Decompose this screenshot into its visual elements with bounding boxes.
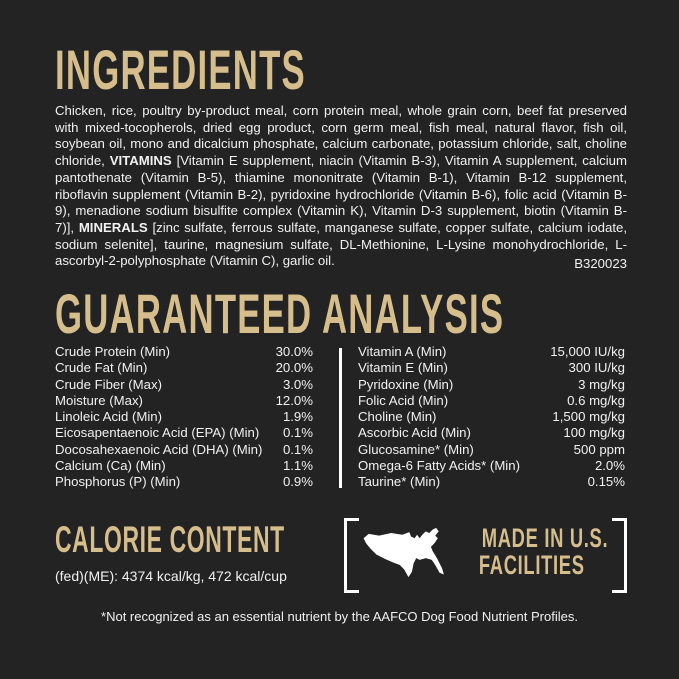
analysis-row-label: Ascorbic Acid (Min) — [358, 425, 471, 441]
made-in-us-text — [452, 525, 612, 579]
analysis-row-label: Phosphorus (P) (Min) — [55, 474, 181, 490]
analysis-row — [358, 377, 625, 393]
analysis-row-value: 30.0% — [275, 344, 313, 359]
analysis-row-label: Crude Protein (Min) — [55, 344, 171, 359]
analysis-row — [358, 442, 625, 458]
analysis-row-value: 1,500 mg/kg — [552, 409, 625, 425]
analysis-left-column — [55, 344, 313, 491]
analysis-row-value: 12.0% — [275, 392, 313, 408]
analysis-row-value: 2.0% — [594, 458, 625, 474]
analysis-row-value: 0.15% — [587, 474, 625, 490]
batch-code: B320023 — [574, 256, 627, 271]
analysis-row — [55, 360, 313, 376]
analysis-row-label: Omega-6 Fatty Acids* (Min) — [358, 458, 520, 474]
analysis-row-value: 0.9% — [282, 474, 313, 490]
ingredients-paragraph — [55, 103, 627, 270]
ingredients-heading — [55, 38, 460, 101]
analysis-row-label: Crude Fat (Min) — [55, 360, 148, 376]
analysis-row-value: 0.1% — [282, 425, 313, 441]
left-bracket-decoration — [344, 518, 359, 593]
analysis-row-label: Pyridoxine (Min) — [358, 376, 454, 392]
analysis-row — [55, 442, 313, 458]
analysis-row-value: 100 mg/kg — [563, 425, 625, 441]
analysis-row-value: 20.0% — [275, 360, 313, 376]
analysis-row-label: Moisture (Max) — [55, 392, 143, 408]
ingredients-segment: [zinc sulfate, ferrous sulfate, manganese sulfate, copper sulfate, calcium iodate, sodium selenite], taurine, magnesium sulfate, DL-Methionine, L-Lysine monohydrochloride, L-ascorbyl-2-polyphosphate (Vitamin C), garlic oil. — [55, 219, 627, 269]
calorie-content-heading-text: CALORIE CONTENT — [55, 519, 285, 560]
analysis-row — [358, 409, 625, 425]
right-bracket-decoration — [612, 518, 627, 593]
analysis-row-value: 1.1% — [282, 458, 313, 474]
analysis-row — [55, 409, 313, 425]
analysis-row-label: Vitamin A (Min) — [358, 344, 447, 359]
analysis-row — [358, 474, 625, 490]
analysis-row — [358, 425, 625, 441]
ingredients-segment: MINERALS — [78, 219, 148, 235]
analysis-row-value: 3.0% — [282, 376, 313, 392]
analysis-row-label: Vitamin E (Min) — [358, 360, 448, 376]
analysis-row — [358, 393, 625, 409]
analysis-right-column — [358, 344, 625, 491]
made-in-us-line1: MADE IN U.S. — [481, 523, 609, 553]
analysis-row-value: 300 IU/kg — [568, 360, 625, 376]
analysis-row-label: Taurine* (Min) — [358, 474, 441, 490]
ingredients-heading-text: INGREDIENTS — [55, 38, 306, 101]
analysis-row-label: Eicosapentaenoic Acid (EPA) (Min) — [55, 425, 260, 441]
analysis-row — [55, 474, 313, 490]
column-divider — [339, 348, 342, 488]
made-in-us-line2: FACILITIES — [479, 550, 585, 580]
analysis-row-label: Docosahexaenoic Acid (DHA) (Min) — [55, 441, 263, 457]
analysis-row — [55, 377, 313, 393]
ingredients-segment: [Vitamin E supplement, niacin (Vitamin B-3), Vitamin A supplement, calcium pantothenate (Vitamin B-5), thiamine mononitrate (Vitamin B-1), Vitamin B-12 supplement, riboflavin supplement (Vitamin B-2), pyridoxine hydrochloride (Vitamin B-6), folic acid (Vitamin B-9), menadione sodium bisulfite complex (Vitamin K), Vitamin D-3 supplement, biotin (Vitamin B-7)], — [55, 153, 627, 235]
analysis-row — [55, 458, 313, 474]
analysis-row-value: 0.6 mg/kg — [567, 392, 625, 408]
analysis-row-label: Crude Fiber (Max) — [55, 376, 162, 392]
calorie-content-value: (fed)(ME): 4374 kcal/kg, 472 kcal/cup — [55, 568, 287, 584]
analysis-row-value: 500 ppm — [573, 441, 625, 457]
analysis-row-label: Calcium (Ca) (Min) — [55, 458, 166, 474]
analysis-row-value: 0.1% — [282, 441, 313, 457]
analysis-row — [358, 458, 625, 474]
usa-map-icon — [361, 527, 449, 584]
analysis-row — [55, 344, 313, 360]
guaranteed-analysis-heading-text: GUARANTEED ANALYSIS — [55, 282, 505, 345]
analysis-row-label: Linoleic Acid (Min) — [55, 409, 163, 425]
ingredients-segment: Chicken, rice, poultry by-product meal, corn protein meal, whole grain corn, beef fat preserved with mixed-tocopherols, dried egg product, corn germ meal, fish meal, natural flavor, fish oil, soybean oil, mono and dicalcium phosphate, calcium carbonate, potassium chloride, salt, choline chloride, — [55, 103, 627, 169]
ingredients-segment: VITAMINS — [109, 153, 172, 169]
aafco-footnote: *Not recognized as an essential nutrient by the AAFCO Dog Food Nutrient Profiles. — [101, 609, 578, 624]
analysis-row-label: Folic Acid (Min) — [358, 392, 449, 408]
analysis-row-value: 15,000 IU/kg — [550, 344, 625, 359]
analysis-row-value: 1.9% — [282, 409, 313, 425]
analysis-row-value: 3 mg/kg — [578, 376, 625, 392]
analysis-row — [55, 393, 313, 409]
analysis-row — [358, 344, 625, 360]
analysis-row — [358, 360, 625, 376]
analysis-row — [55, 425, 313, 441]
guaranteed-analysis-heading — [55, 282, 679, 345]
analysis-row-label: Glucosamine* (Min) — [358, 441, 474, 457]
analysis-row-label: Choline (Min) — [358, 409, 437, 425]
